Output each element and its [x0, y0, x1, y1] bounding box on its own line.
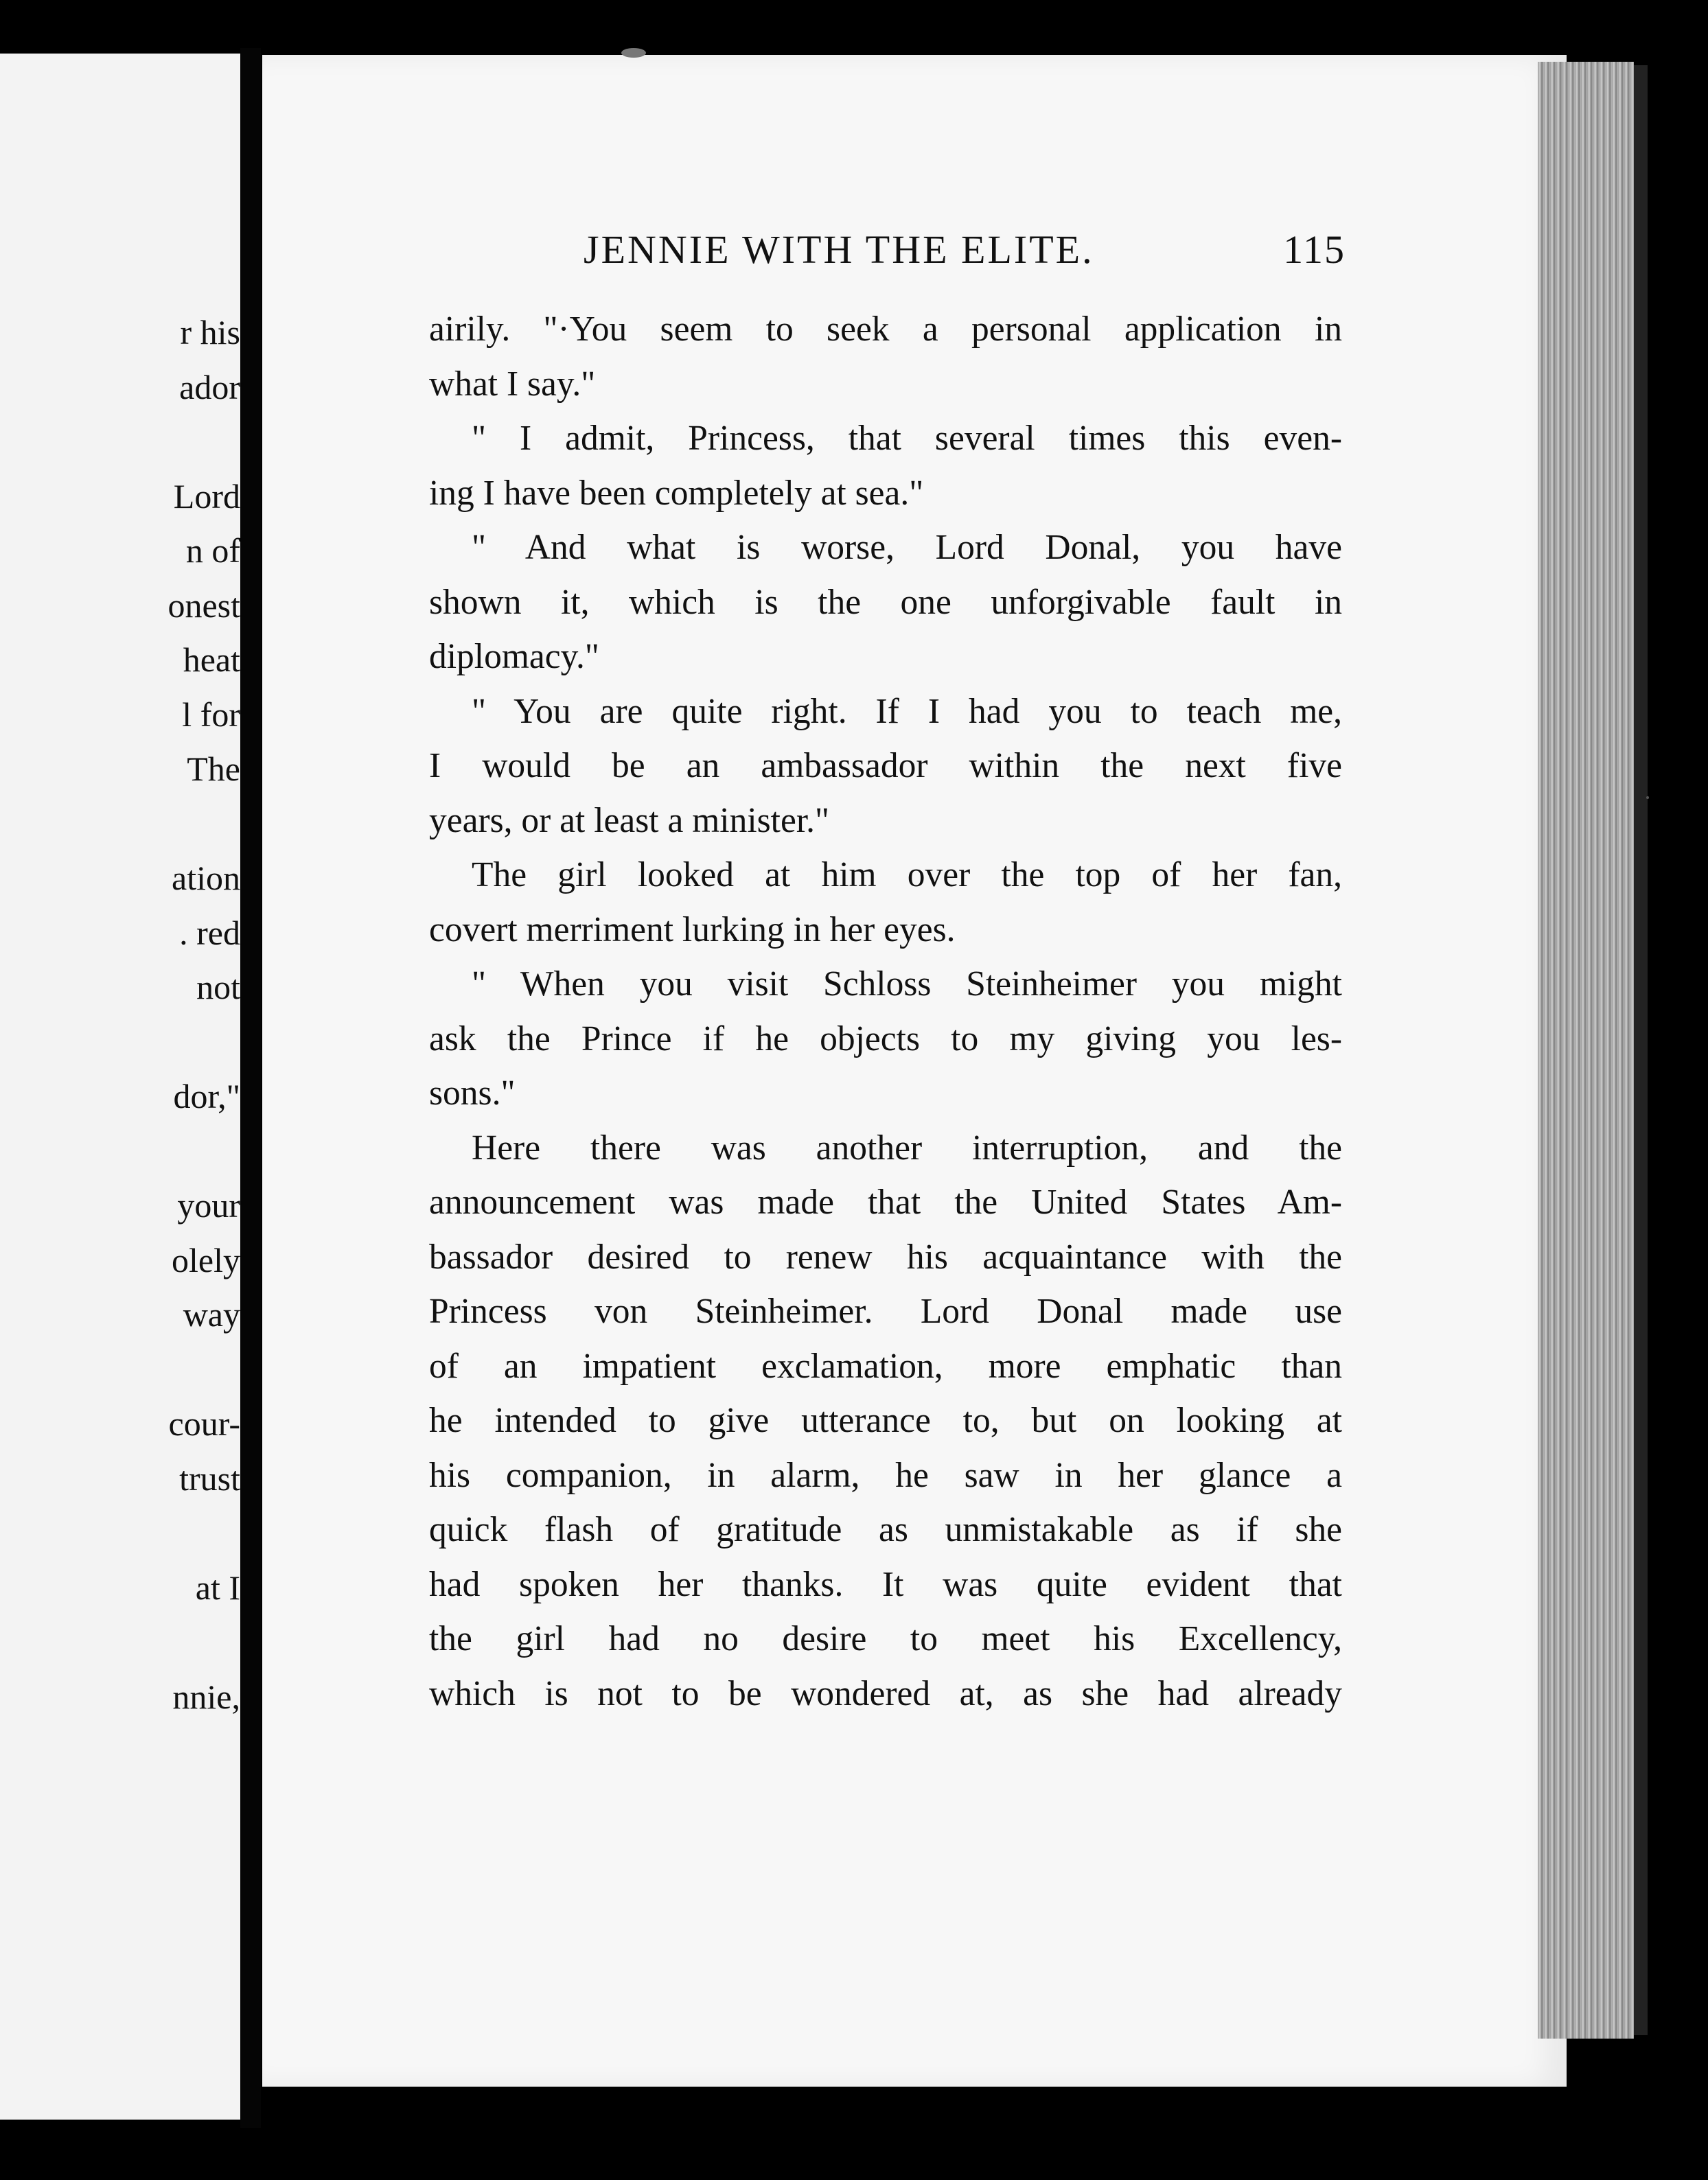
text-line: " And what is worse, Lord Donal, you have [472, 528, 1342, 567]
text-line: ing I have been completely at sea." [429, 473, 924, 513]
left-page-line: olely [172, 1240, 240, 1279]
page-edges [1538, 62, 1634, 2039]
left-page-line: cour- [168, 1404, 240, 1443]
running-title: JENNIE WITH THE ELITE. [584, 227, 1094, 272]
page-body-text [429, 302, 1342, 1721]
text-line: The girl looked at him over the top of her fan, [472, 855, 1342, 894]
left-page-line: n of [185, 531, 240, 570]
text-line: bassador desired to renew his acquaintance with the [429, 1237, 1342, 1277]
text-line: " You are quite right. If I had you to teach me, [472, 691, 1342, 731]
text-line: which is not to be wondered at, as she had already [429, 1673, 1342, 1713]
text-line: had spoken her thanks. It was quite evident that [429, 1564, 1342, 1604]
left-page [0, 54, 240, 2120]
text-line: announcement was made that the United States Am- [429, 1183, 1342, 1222]
left-page-line: nnie, [172, 1677, 240, 1716]
dust-speck [621, 48, 646, 58]
page-edge-shadow [1634, 65, 1648, 2035]
text-line: shown it, which is the one unforgivable fault in [429, 582, 1342, 622]
text-line: Here there was another interruption, and the [472, 1128, 1342, 1168]
page-number: 115 [1283, 227, 1346, 272]
left-page-line: The [187, 750, 240, 788]
left-page-line: your [177, 1186, 240, 1225]
text-line: sons." [429, 1074, 516, 1113]
text-line: quick flash of gratitude as unmistakable as if she [429, 1510, 1342, 1549]
left-page-line: r his [180, 313, 240, 351]
left-page-line: way [183, 1295, 240, 1334]
text-line: " I admit, Princess, that several times this even- [472, 419, 1342, 458]
text-line: what I say." [429, 364, 596, 404]
running-header [584, 227, 1346, 281]
dust-speck [1646, 796, 1649, 799]
text-line: years, or at least a minister." [429, 800, 830, 840]
text-line: his companion, in alarm, he saw in her glance a [429, 1455, 1342, 1495]
left-page-line: ation [172, 859, 240, 897]
left-page-line: heat [183, 640, 240, 679]
text-line: " When you visit Schloss Steinheimer you might [472, 964, 1342, 1004]
left-page-line: l for [182, 695, 240, 734]
left-page-line: Lord [173, 476, 240, 515]
text-line: ask the Prince if he objects to my giving you les- [429, 1019, 1342, 1058]
left-page-line: ador [179, 367, 240, 406]
book-gutter [240, 48, 261, 2128]
text-line: diplomacy." [429, 637, 599, 676]
left-page-line: onest [168, 585, 240, 625]
text-line: of an impatient exclamation, more emphatic than [429, 1346, 1342, 1386]
left-page-line: trust [179, 1459, 240, 1498]
left-page-line: dor," [173, 1077, 240, 1115]
text-line: Princess von Steinheimer. Lord Donal made use [429, 1292, 1342, 1331]
left-page-line: not [196, 968, 240, 1006]
text-line: the girl had no desire to meet his Excellency, [429, 1619, 1342, 1658]
left-page-line: . red [179, 913, 240, 952]
text-line: he intended to give utterance to, but on looking at [429, 1401, 1342, 1440]
text-line: airily. "·You seem to seek a personal application in [429, 310, 1342, 349]
left-page-line: at I [195, 1568, 240, 1607]
text-line: covert merriment lurking in her eyes. [429, 909, 956, 949]
text-line: I would be an ambassador within the next five [429, 746, 1342, 785]
